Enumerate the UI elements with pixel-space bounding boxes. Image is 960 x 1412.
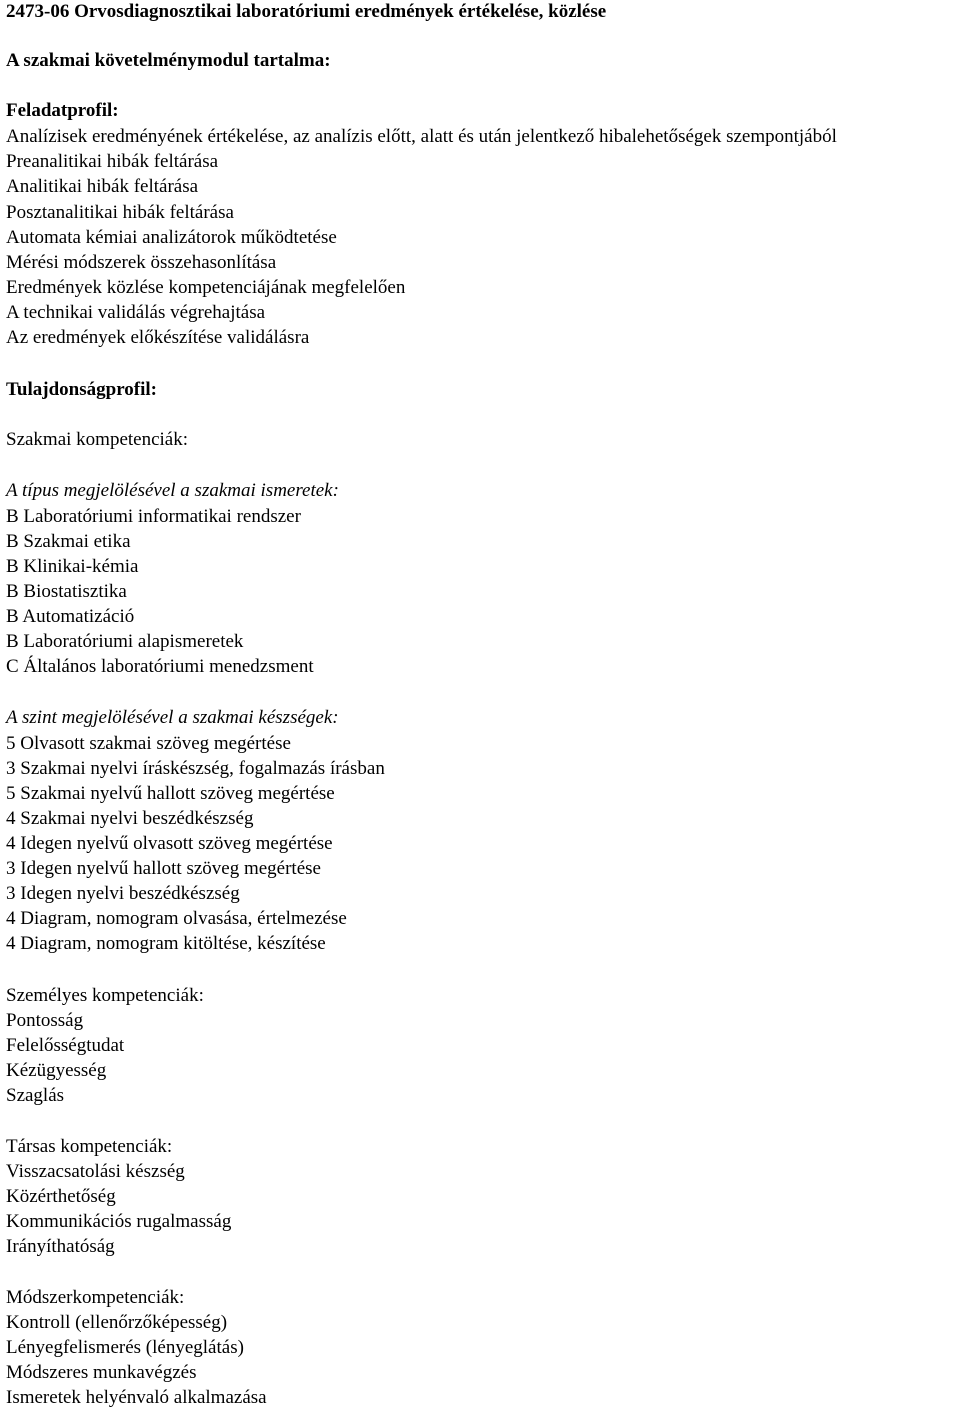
skill-item: 5 Szakmai nyelvű hallott szöveg megértése [6,783,335,804]
personal-item: Pontosság [6,1010,84,1031]
knowledge-heading: A típus megjelölésével a szakmai ismeretek: [6,480,339,501]
knowledge-item: B Klinikai-kémia [6,556,139,577]
knowledge-item: B Laboratóriumi informatikai rendszer [6,506,301,527]
skills-heading: A szint megjelölésével a szakmai készségek: [6,707,339,728]
knowledge-item: B Szakmai etika [6,531,131,552]
task-item: Analitikai hibák feltárása [6,176,199,197]
skill-item: 4 Szakmai nyelvi beszédkészség [6,808,254,829]
task-item: Automata kémiai analizátorok működtetése [6,227,337,248]
social-item: Közérthetőség [6,1186,116,1207]
social-item: Irányíthatóság [6,1236,115,1257]
methodical-item: Kontroll (ellenőrzőképesség) [6,1312,228,1333]
document-title: 2473-06 Orvosdiagnosztikai laboratóriumi eredmények értékelése, közlése [6,1,607,22]
skill-item: 4 Diagram, nomogram kitöltése, készítése [6,933,326,954]
personal-item: Kézügyesség [6,1060,107,1081]
task-item: Analízisek eredményének értékelése, az analízis előtt, alatt és után jelentkező hibalehetőségek szempontjából [6,126,837,147]
skill-item: 4 Idegen nyelvű olvasott szöveg megértése [6,833,333,854]
task-profile-heading: Feladatprofil: [6,100,119,121]
personal-item: Szaglás [6,1085,65,1106]
skill-item: 5 Olvasott szakmai szöveg megértése [6,733,291,754]
task-item: Mérési módszerek összehasonlítása [6,252,277,273]
personal-competencies-heading: Személyes kompetenciák: [6,985,204,1006]
professional-competencies-heading: Szakmai kompetenciák: [6,429,189,450]
social-item: Kommunikációs rugalmasság [6,1211,232,1232]
methodical-item: Lényegfelismerés (lényeglátás) [6,1337,244,1358]
skill-item: 3 Idegen nyelvi beszédkészség [6,883,240,904]
task-item: A technikai validálás végrehajtása [6,302,266,323]
skill-item: 3 Szakmai nyelvi íráskészség, fogalmazás írásban [6,758,385,779]
knowledge-item: B Biostatisztika [6,581,127,602]
knowledge-item: B Laboratóriumi alapismeretek [6,631,244,652]
knowledge-item: B Automatizáció [6,606,135,627]
task-item: Az eredmények előkészítése validálásra [6,327,310,348]
skill-item: 3 Idegen nyelvű hallott szöveg megértése [6,858,321,879]
social-competencies-heading: Társas kompetenciák: [6,1136,173,1157]
module-heading: A szakmai követelménymodul tartalma: [6,50,331,71]
methodical-item: Ismeretek helyénvaló alkalmazása [6,1387,267,1408]
methodical-item: Módszeres munkavégzés [6,1362,197,1383]
methodical-competencies-heading: Módszerkompetenciák: [6,1287,185,1308]
task-item: Posztanalitikai hibák feltárása [6,202,234,223]
knowledge-item: C Általános laboratóriumi menedzsment [6,656,314,677]
property-profile-heading: Tulajdonságprofil: [6,379,157,400]
social-item: Visszacsatolási készség [6,1161,185,1182]
task-item: Eredmények közlése kompetenciájának megfelelően [6,277,406,298]
personal-item: Felelősségtudat [6,1035,125,1056]
task-item: Preanalitikai hibák feltárása [6,151,219,172]
skill-item: 4 Diagram, nomogram olvasása, értelmezése [6,908,347,929]
